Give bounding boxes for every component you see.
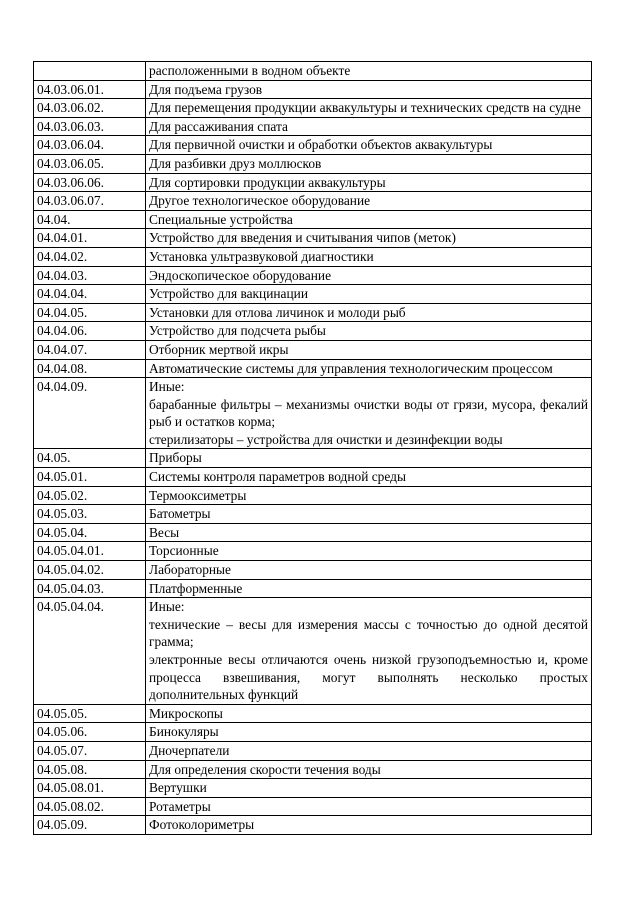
code-cell: 04.05.04.01. (34, 542, 146, 561)
description-cell (146, 523, 592, 542)
code-cell: 04.05.02. (34, 486, 146, 505)
code-cell: 04.03.06.01. (34, 80, 146, 99)
code-cell: 04.04.09. (34, 378, 146, 449)
description-line: Вертушки (149, 780, 207, 796)
table-row (34, 579, 592, 598)
table-row (34, 192, 592, 211)
description-cell (146, 598, 592, 705)
description-cell (146, 80, 592, 99)
table-body (34, 62, 592, 835)
table-row (34, 486, 592, 505)
description-line: Устройство для введения и считывания чипов (меток) (149, 230, 456, 246)
description-line: Иные: (149, 379, 185, 395)
document-page (33, 61, 592, 835)
table-row (34, 797, 592, 816)
table-row (34, 359, 592, 378)
description-cell (146, 816, 592, 835)
code-cell: 04.04.02. (34, 247, 146, 266)
description-line: Для разбивки друз моллюсков (149, 155, 322, 171)
code-cell: 04.04.03. (34, 266, 146, 285)
table-row (34, 117, 592, 136)
table-row (34, 741, 592, 760)
table-row (34, 99, 592, 118)
table-row (34, 322, 592, 341)
table-row (34, 247, 592, 266)
description-cell (146, 210, 592, 229)
table-row (34, 80, 592, 99)
code-cell: 04.03.06.03. (34, 117, 146, 136)
description-line: Термооксиметры (149, 487, 247, 503)
table-row (34, 723, 592, 742)
description-line: Микроскопы (149, 705, 223, 721)
description-cell (146, 359, 592, 378)
code-cell: 04.04.04. (34, 285, 146, 304)
classification-table (33, 61, 592, 835)
description-cell (146, 247, 592, 266)
description-line: технические – весы для измерения массы с точностью до одной десятой грамма; (149, 616, 588, 650)
description-cell (146, 704, 592, 723)
table-row (34, 561, 592, 580)
code-cell: 04.04.08. (34, 359, 146, 378)
description-cell (146, 378, 592, 449)
code-cell: 04.04.07. (34, 340, 146, 359)
code-cell: 04.03.06.02. (34, 99, 146, 118)
table-row (34, 154, 592, 173)
description-cell (146, 229, 592, 248)
code-cell: 04.05.04.02. (34, 561, 146, 580)
description-cell (146, 192, 592, 211)
description-cell (146, 723, 592, 742)
description-line: расположенными в водном объекте (149, 63, 351, 78)
code-cell: 04.04.06. (34, 322, 146, 341)
table-row (34, 229, 592, 248)
description-line: Иные: (149, 599, 185, 615)
description-cell (146, 154, 592, 173)
code-cell: 04.05.09. (34, 816, 146, 835)
description-cell (146, 62, 592, 81)
description-cell (146, 486, 592, 505)
table-row (34, 542, 592, 561)
description-cell (146, 136, 592, 155)
table-row (34, 266, 592, 285)
description-line: Установки для отлова личинок и молоди рыб (149, 304, 406, 320)
code-cell: 04.05.06. (34, 723, 146, 742)
description-line: Другое технологическое оборудование (149, 193, 371, 209)
code-cell: 04.04.05. (34, 303, 146, 322)
description-line: Эндоскопическое оборудование (149, 267, 332, 283)
description-line: Специальные устройства (149, 211, 293, 227)
description-line: электронные весы отличаются очень низкой грузоподъемностью и, кроме процесса взвешивания, могут выполнять несколько простых дополнительных функций (149, 652, 588, 703)
table-row (34, 303, 592, 322)
table-row (34, 210, 592, 229)
description-line: Платформенные (149, 580, 243, 596)
code-cell: 04.04.01. (34, 229, 146, 248)
description-line: барабанные фильтры – механизмы очистки воды от грязи, мусора, фекалий рыб и остатков корма; (149, 396, 588, 430)
description-cell (146, 468, 592, 487)
code-cell: 04.05. (34, 449, 146, 468)
description-line: Приборы (149, 450, 202, 466)
table-row (34, 62, 592, 81)
description-cell (146, 741, 592, 760)
description-line: Устройство для вакцинации (149, 286, 308, 302)
description-line: Дночерпатели (149, 742, 230, 758)
code-cell: 04.05.04. (34, 523, 146, 542)
table-row (34, 378, 592, 449)
code-cell (34, 62, 146, 81)
description-line: Устройство для подсчета рыбы (149, 323, 326, 339)
description-cell (146, 173, 592, 192)
table-row (34, 340, 592, 359)
code-cell: 04.04. (34, 210, 146, 229)
table-row (34, 760, 592, 779)
description-cell (146, 99, 592, 118)
description-cell (146, 779, 592, 798)
description-line: Для определения скорости течения воды (149, 761, 381, 777)
table-row (34, 136, 592, 155)
description-line: Батометры (149, 506, 211, 522)
description-cell (146, 797, 592, 816)
code-cell: 04.03.06.06. (34, 173, 146, 192)
code-cell: 04.03.06.05. (34, 154, 146, 173)
description-line: Для рассаживания спата (149, 118, 288, 134)
description-cell (146, 322, 592, 341)
description-line: Отборник мертвой икры (149, 341, 289, 357)
code-cell: 04.05.03. (34, 505, 146, 524)
code-cell: 04.05.08.02. (34, 797, 146, 816)
description-cell (146, 285, 592, 304)
description-line: Установка ультразвуковой диагностики (149, 248, 374, 264)
code-cell: 04.05.04.03. (34, 579, 146, 598)
code-cell: 04.05.07. (34, 741, 146, 760)
code-cell: 04.05.04.04. (34, 598, 146, 705)
description-cell (146, 542, 592, 561)
description-line: Бинокуляры (149, 724, 219, 740)
description-line: Ротаметры (149, 798, 211, 814)
description-cell (146, 303, 592, 322)
description-line: Для сортировки продукции аквакультуры (149, 174, 386, 190)
table-row (34, 704, 592, 723)
description-line: Весы (149, 524, 180, 540)
description-line: Для перемещения продукции аквакультуры и технических средств на судне (149, 100, 581, 116)
table-row (34, 468, 592, 487)
code-cell: 04.05.05. (34, 704, 146, 723)
code-cell: 04.05.08.01. (34, 779, 146, 798)
description-line: Для первичной очистки и обработки объектов аквакультуры (149, 137, 493, 153)
table-row (34, 523, 592, 542)
table-row (34, 816, 592, 835)
code-cell: 04.05.01. (34, 468, 146, 487)
description-cell (146, 266, 592, 285)
table-row (34, 779, 592, 798)
description-line: Торсионные (149, 543, 219, 559)
description-cell (146, 449, 592, 468)
description-line: Фотоколориметры (149, 817, 255, 833)
code-cell: 04.03.06.07. (34, 192, 146, 211)
description-line: Для подъема грузов (149, 81, 263, 97)
description-cell (146, 760, 592, 779)
table-row (34, 285, 592, 304)
table-row (34, 505, 592, 524)
description-cell (146, 117, 592, 136)
description-cell (146, 340, 592, 359)
table-row (34, 449, 592, 468)
description-line: Автоматические системы для управления технологическим процессом (149, 360, 553, 376)
table-row (34, 598, 592, 705)
table-row (34, 173, 592, 192)
description-cell (146, 561, 592, 580)
description-cell (146, 579, 592, 598)
description-line: Системы контроля параметров водной среды (149, 469, 406, 485)
code-cell: 04.03.06.04. (34, 136, 146, 155)
description-line: стерилизаторы – устройства для очистки и дезинфекции воды (149, 431, 503, 447)
description-line: Лабораторные (149, 562, 231, 578)
code-cell: 04.05.08. (34, 760, 146, 779)
description-cell (146, 505, 592, 524)
